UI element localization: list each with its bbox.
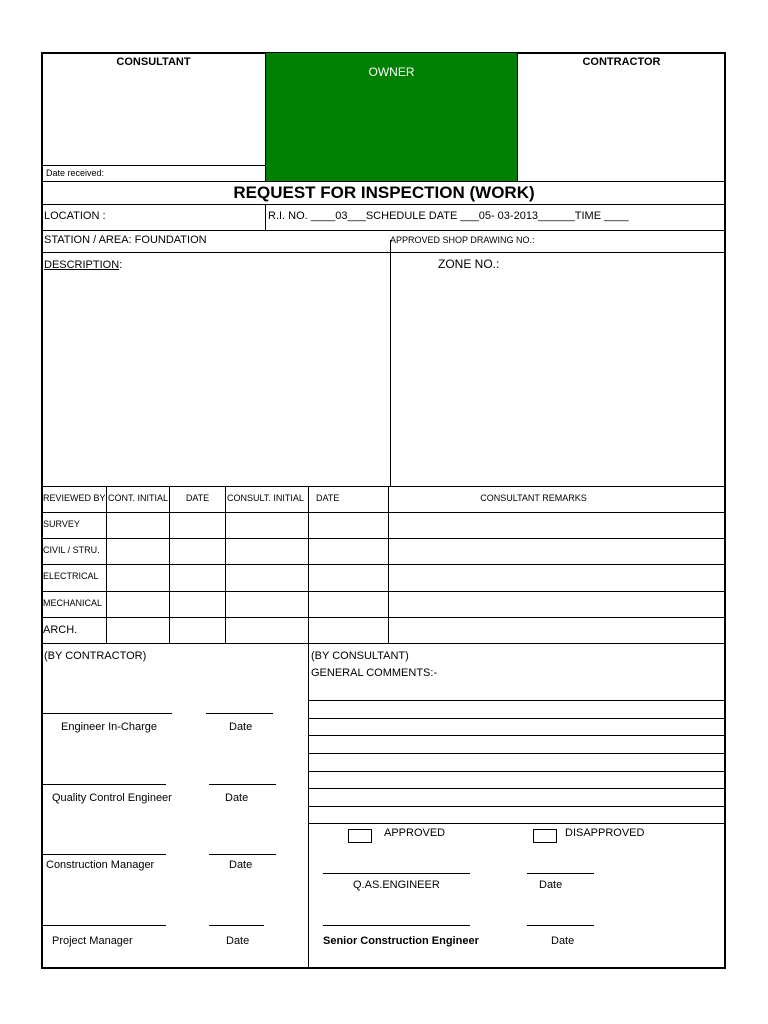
comment-line bbox=[309, 823, 726, 824]
date-line bbox=[206, 713, 273, 714]
general-comments-label: GENERAL COMMENTS:- bbox=[311, 667, 438, 679]
comment-line bbox=[309, 700, 726, 701]
date-label: Date bbox=[229, 721, 253, 733]
engineer-in-charge-label: Engineer In-Charge bbox=[61, 721, 158, 733]
date-line bbox=[527, 873, 594, 874]
approved-label: APPROVED bbox=[384, 827, 446, 839]
table-col-line bbox=[308, 486, 309, 643]
station-area-label: STATION / AREA: FOUNDATION bbox=[44, 234, 207, 246]
row-line bbox=[42, 204, 726, 205]
approved-checkbox[interactable] bbox=[348, 829, 372, 843]
comment-line bbox=[309, 753, 726, 754]
qas-engineer-label: Q.AS.ENGINEER bbox=[353, 879, 440, 891]
approved-shop-drawing-label: APPROVED SHOP DRAWING NO.: bbox=[390, 235, 535, 245]
comment-line bbox=[309, 806, 726, 807]
date-label: Date bbox=[539, 879, 563, 891]
description-divider bbox=[390, 240, 391, 487]
signature-line bbox=[43, 854, 166, 855]
by-consultant-heading: (BY CONSULTANT) bbox=[311, 650, 409, 662]
table-row-label: CIVIL / STRU. bbox=[43, 545, 100, 555]
table-line bbox=[42, 486, 726, 487]
table-header: CONSULTANT REMARKS bbox=[480, 493, 587, 503]
date-label: Date bbox=[551, 935, 575, 947]
date-line bbox=[209, 854, 276, 855]
table-line bbox=[42, 643, 726, 644]
table-row-label: ELECTRICAL bbox=[43, 571, 99, 581]
project-manager-label: Project Manager bbox=[52, 935, 133, 947]
date-label: Date bbox=[226, 935, 250, 947]
row-line bbox=[42, 181, 726, 182]
date-line bbox=[209, 925, 264, 926]
date-line bbox=[209, 784, 276, 785]
date-line bbox=[527, 925, 594, 926]
description-label: DESCRIPTION: bbox=[44, 259, 123, 271]
table-line bbox=[42, 512, 726, 513]
comment-line bbox=[309, 771, 726, 772]
location-label: LOCATION : bbox=[44, 210, 106, 222]
owner-label: OWNER bbox=[368, 65, 415, 79]
table-header: DATE bbox=[316, 493, 340, 503]
signature-line bbox=[43, 784, 166, 785]
construction-manager-label: Construction Manager bbox=[46, 859, 155, 871]
disapproved-label: DISAPPROVED bbox=[565, 827, 645, 839]
disapproved-checkbox[interactable] bbox=[533, 829, 557, 843]
by-contractor-heading: (BY CONTRACTOR) bbox=[44, 650, 147, 662]
table-line bbox=[42, 617, 726, 618]
header-divider bbox=[517, 53, 518, 182]
senior-construction-engineer-label: Senior Construction Engineer bbox=[323, 935, 479, 947]
table-row-label: SURVEY bbox=[43, 519, 80, 529]
form-title: REQUEST FOR INSPECTION (WORK) bbox=[233, 183, 535, 202]
zone-no-label: ZONE NO.: bbox=[438, 257, 500, 271]
table-line bbox=[42, 591, 726, 592]
table-col-line bbox=[106, 486, 107, 643]
date-received-label: Date received: bbox=[46, 168, 105, 178]
date-received-line bbox=[42, 165, 266, 166]
comment-line bbox=[309, 718, 726, 719]
signature-line bbox=[43, 925, 166, 926]
signature-line bbox=[323, 873, 470, 874]
date-label: Date bbox=[229, 859, 253, 871]
table-col-line bbox=[169, 486, 170, 643]
table-line bbox=[42, 564, 726, 565]
table-row-label: ARCH. bbox=[43, 624, 78, 636]
comment-line bbox=[309, 788, 726, 789]
row-line bbox=[42, 230, 726, 231]
signature-line bbox=[323, 925, 470, 926]
date-label: Date bbox=[225, 792, 249, 804]
table-col-line bbox=[388, 486, 389, 643]
quality-control-engineer-label: Quality Control Engineer bbox=[52, 792, 172, 804]
table-line bbox=[42, 538, 726, 539]
row-line bbox=[42, 252, 726, 253]
consultant-label: CONSULTANT bbox=[116, 56, 191, 68]
ri-schedule-line: R.I. NO. ____03___SCHEDULE DATE ___05- 03-2013______TIME ____ bbox=[268, 210, 629, 222]
table-col-line bbox=[225, 486, 226, 643]
table-header: CONSULT. INITIAL bbox=[227, 493, 304, 503]
table-header: REVIEWED BY bbox=[43, 493, 106, 503]
table-header: CONT. INITIAL bbox=[108, 493, 169, 503]
comment-line bbox=[309, 735, 726, 736]
table-row-label: MECHANICAL bbox=[43, 598, 103, 608]
signature-line bbox=[43, 713, 172, 714]
contractor-label: CONTRACTOR bbox=[582, 56, 661, 68]
table-header: DATE bbox=[185, 493, 210, 503]
row-divider bbox=[265, 205, 266, 230]
